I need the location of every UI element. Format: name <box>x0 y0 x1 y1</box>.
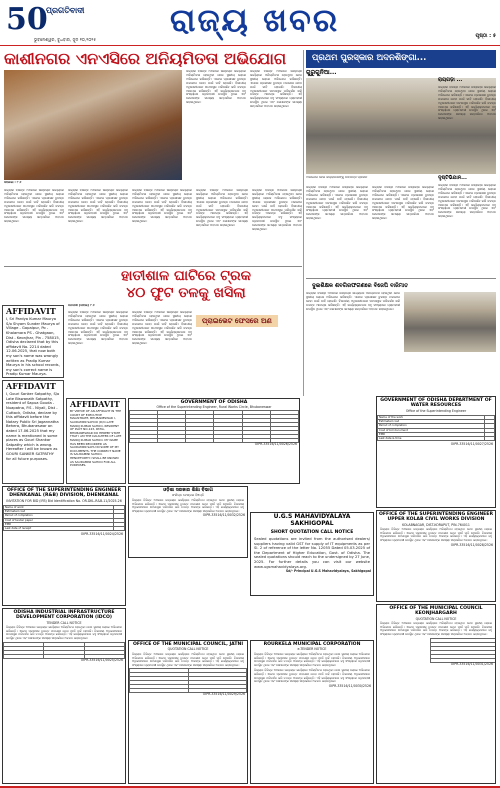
notice-body: ଜିଲ୍ଲାର ବିଭିନ୍ନ ଅଞ୍ଚଳରେ ଉନ୍ନୟନ କାର୍ଯ୍ୟରେ ଅନିୟମିତତା ହେଉଥିବା ନେଇ ସ୍ଥାନୀୟ ଲୋକେ ଅଭିଯୋଗ କରିଛନ୍ତି। ଏନେଇ ପ୍ରଶାସନ ତୁରନ୍ତ ପଦକ୍ଷେପ ନେବା ପାଇଁ ଦାବି ହୋଇଛି। ବିଭାଗୀୟ ଅଧିକାରୀମାନେ ଘଟଣାସ୍ଥଳ ପରିଦର୍ଶନ କରି ତଦନ୍ତ ଆରମ୍ଭ କରିଛନ୍ତି। ଏହି କାର୍ଯ୍ୟକ୍ରମରେ ବହୁ ସଂଖ୍ୟାରେ ଗ୍ରାମବାସୀ ଉପସ୍ଥିତ ଥିଲେ ଏବଂ ସେମାନଙ୍କ ସମସ୍ୟା ସମ୍ପର୍କରେ ଅବଗତ କରାଇଥିଲେ। <box>380 621 492 637</box>
right-banner: ପ୍ରଥମ ପୁରସ୍କାର ଅଦନଶିଙ୍ଗା... <box>306 50 496 68</box>
notice-heading: U.G.S MAHAVIDYALAYA SAKHIGOPAL <box>273 513 351 527</box>
table-cell: Last date & time <box>378 436 485 440</box>
notice-heading: GOVERNMENT OF ODISHA <box>180 400 248 405</box>
logo-number: 50 <box>6 2 48 37</box>
anniversary-logo <box>6 2 48 37</box>
right-text-col4: ଜିଲ୍ଲାର ବିଭିନ୍ନ ଅଞ୍ଚଳରେ ଉନ୍ନୟନ କାର୍ଯ୍ୟରେ ଅନିୟମିତତା ହେଉଥିବା ନେଇ ସ୍ଥାନୀୟ ଲୋକେ ଅଭିଯୋଗ କରିଛନ୍ତି। ଏନେଇ ପ୍ରଶାସନ ତୁରନ୍ତ ପଦକ୍ଷେପ ନେବା ପାଇଁ ଦାବି ହୋଇଛି। ବିଭାଗୀୟ ଅଧିକାରୀମାନେ ଘଟଣାସ୍ଥଳ ପରିଦର୍ଶନ କରି ତଦନ୍ତ ଆରମ୍ଭ କରିଛନ୍ତି। ଏହି କାର୍ଯ୍ୟକ୍ରମରେ ବହୁ ସଂଖ୍ୟାରେ ଗ୍ରାମବାସୀ ଉପସ୍ଥିତ ଥିଲେ ଏବଂ ସେମାନଙ୍କ ସମସ୍ୟା ସମ୍ପର୍କରେ ଅବଗତ କରାଇଥିଲେ। <box>438 184 496 219</box>
lead-text-col6: ଜିଲ୍ଲାର ବିଭିନ୍ନ ଅଞ୍ଚଳରେ ଉନ୍ନୟନ କାର୍ଯ୍ୟରେ ଅନିୟମିତତା ହେଉଥିବା ନେଇ ସ୍ଥାନୀୟ ଲୋକେ ଅଭିଯୋଗ କରିଛନ୍ତି। ଏନେଇ ପ୍ରଶାସନ ତୁରନ୍ତ ପଦକ୍ଷେପ ନେବା ପାଇଁ ଦାବି ହୋଇଛି। ବିଭାଗୀୟ ଅଧିକାରୀମାନେ ଘଟଣାସ୍ଥଳ ପରିଦର୍ଶନ କରି ତଦନ୍ତ ଆରମ୍ଭ କରିଛନ୍ତି। ଏହି କାର୍ଯ୍ୟକ୍ରମରେ ବହୁ ସଂଖ୍ୟାରେ ଗ୍ରାମବାସୀ ଉପସ୍ଥିତ ଥିଲେ ଏବଂ ସେମାନଙ୍କ ସମସ୍ୟା ସମ୍ପର୍କରେ ଅବଗତ କରାଇଥିଲେ। <box>196 189 248 228</box>
notice-subheading: SHORT QUOTATION CALL NOTICE <box>270 529 354 535</box>
ugs-notice <box>250 512 374 596</box>
table-cell: Estimated cost <box>378 420 485 424</box>
lead-text-col4: ଜିଲ୍ଲାର ବିଭିନ୍ନ ଅଞ୍ଚଳରେ ଉନ୍ନୟନ କାର୍ଯ୍ୟରେ ଅନିୟମିତତା ହେଉଥିବା ନେଇ ସ୍ଥାନୀୟ ଲୋକେ ଅଭିଯୋଗ କରିଛନ୍ତି। ଏନେଇ ପ୍ରଶାସନ ତୁରନ୍ତ ପଦକ୍ଷେପ ନେବା ପାଇଁ ଦାବି ହୋଇଛି। ବିଭାଗୀୟ ଅଧିକାରୀମାନେ ଘଟଣାସ୍ଥଳ ପରିଦର୍ଶନ କରି ତଦନ୍ତ ଆରମ୍ଭ କରିଛନ୍ତି। ଏହି କାର୍ଯ୍ୟକ୍ରମରେ ବହୁ ସଂଖ୍ୟାରେ ଗ୍ରାମବାସୀ ଉପସ୍ଥିତ ଥିଲେ ଏବଂ ସେମାନଙ୍କ ସମସ୍ୟା ସମ୍ପର୍କରେ ଅବଗତ କରାଇଥିଲେ। <box>68 189 128 224</box>
event-caption: ଅଭିଯୋଗ ନେଇ ଜିଲ୍ଲାପାଳଙ୍କୁ ଦାବିପତ୍ର ପ୍ରଦାନ <box>306 176 368 179</box>
table-cell: EMD <box>4 522 114 526</box>
notice-subheading: INVITATION FOR BID (IFB) Bid Identification No. OR-DKL-R&B-11/2025-26 <box>6 498 122 503</box>
masthead <box>0 0 500 46</box>
notice-signature: Sd/- Principal U.G.S Mahavidyalaya, Sakhigopal <box>285 569 371 574</box>
notice-subheading: ସଂକ୍ଷିପ୍ତ ଟେଣ୍ଡର ବିଜ୍ଞପ୍ତି <box>171 493 205 498</box>
lead-headline: କାଶୀନଗର ଏନଏସିରେ ଅନିୟମିତତା ଅଭିଯୋଗ <box>4 50 287 68</box>
story2-col2: ଜିଲ୍ଲାର ବିଭିନ୍ନ ଅଞ୍ଚଳରେ ଉନ୍ନୟନ କାର୍ଯ୍ୟରେ ଅନିୟମିତତା ହେଉଥିବା ନେଇ ସ୍ଥାନୀୟ ଲୋକେ ଅଭିଯୋଗ କରିଛନ୍ତି। ଏନେଇ ପ୍ରଶାସନ ତୁରନ୍ତ ପଦକ୍ଷେପ ନେବା ପାଇଁ ଦାବି ହୋଇଛି। ବିଭାଗୀୟ ଅଧିକାରୀମାନେ ଘଟଣାସ୍ଥଳ ପରିଦର୍ଶନ କରି ତଦନ୍ତ ଆରମ୍ଭ କରିଛନ୍ତି। ଏହି କାର୍ଯ୍ୟକ୍ରମରେ ବହୁ ସଂଖ୍ୟାରେ ଗ୍ରାମବାସୀ ଉପସ୍ଥିତ ଥିଲେ ଏବଂ ସେମାନଙ୍କ ସମସ୍ୟା ସମ୍ପର୍କରେ ଅବଗତ କରାଇଥିଲେ। <box>132 311 192 346</box>
jatni-notice <box>128 640 248 784</box>
affidavit-title: AFFIDAVIT <box>6 381 56 391</box>
lead-text-col5: ଜିଲ୍ଲାର ବିଭିନ୍ନ ଅଞ୍ଚଳରେ ଉନ୍ନୟନ କାର୍ଯ୍ୟରେ ଅନିୟମିତତା ହେଉଥିବା ନେଇ ସ୍ଥାନୀୟ ଲୋକେ ଅଭିଯୋଗ କରିଛନ୍ତି। ଏନେଇ ପ୍ରଶାସନ ତୁରନ୍ତ ପଦକ୍ଷେପ ନେବା ପାଇଁ ଦାବି ହୋଇଛି। ବିଭାଗୀୟ ଅଧିକାରୀମାନେ ଘଟଣାସ୍ଥଳ ପରିଦର୍ଶନ କରି ତଦନ୍ତ ଆରମ୍ଭ କରିଛନ୍ତି। ଏହି କାର୍ଯ୍ୟକ୍ରମରେ ବହୁ ସଂଖ୍ୟାରେ ଗ୍ରାମବାସୀ ଉପସ୍ଥିତ ଥିଲେ ଏବଂ ସେମାନଙ୍କ ସମସ୍ୟା ସମ୍ପର୍କରେ ଅବଗତ କରାଇଥିଲେ। <box>132 189 192 224</box>
notice-heading: OFFICE OF THE SUPERINTENDING ENGINEER UPPER KOLAB CIVIL WORKS DIVISION <box>379 512 493 523</box>
notice-body: ଜିଲ୍ଲାର ବିଭିନ୍ନ ଅଞ୍ଚଳରେ ଉନ୍ନୟନ କାର୍ଯ୍ୟରେ ଅନିୟମିତତା ହେଉଥିବା ନେଇ ସ୍ଥାନୀୟ ଲୋକେ ଅଭିଯୋଗ କରିଛନ୍ତି। ଏନେଇ ପ୍ରଶାସନ ତୁରନ୍ତ ପଦକ୍ଷେପ ନେବା ପାଇଁ ଦାବି ହୋଇଛି। ବିଭାଗୀୟ ଅଧିକାରୀମାନେ ଘଟଣାସ୍ଥଳ ପରିଦର୍ଶନ କରି ତଦନ୍ତ ଆରମ୍ଭ କରିଛନ୍ତି। ଏହି କାର୍ଯ୍ୟକ୍ରମରେ ବହୁ ସଂଖ୍ୟାରେ ଗ୍ରାମବାସୀ ଉପସ୍ଥିତ ଥିଲେ ଏବଂ ସେମାନଙ୍କ ସମସ୍ୟା ସମ୍ପର୍କରେ ଅବଗତ କରାଇଥିଲେ। <box>132 497 244 513</box>
kolab-notice <box>376 510 496 602</box>
notice-subheading: Office of the Superintending Engineer, Rural Works Circle, Bhubaneswar <box>156 405 272 410</box>
notice-footer: OIPR-33516/11/0031/2526 <box>450 661 493 666</box>
notice-table <box>430 638 496 663</box>
story2-headline-1: ହାତୀଶାଳ ଘାଟିରେ ଟ୍ରକ <box>121 268 251 284</box>
column-divider <box>303 50 304 396</box>
notice-subheading: e-TENDER NOTICE <box>297 647 327 652</box>
lead-text-col2: ଜିଲ୍ଲାର ବିଭିନ୍ନ ଅଞ୍ଚଳରେ ଉନ୍ନୟନ କାର୍ଯ୍ୟରେ ଅନିୟମିତତା ହେଉଥିବା ନେଇ ସ୍ଥାନୀୟ ଲୋକେ ଅଭିଯୋଗ କରିଛନ୍ତି। ଏନେଇ ପ୍ରଶାସନ ତୁରନ୍ତ ପଦକ୍ଷେପ ନେବା ପାଇଁ ଦାବି ହୋଇଛି। ବିଭାଗୀୟ ଅଧିକାରୀମାନେ ଘଟଣାସ୍ଥଳ ପରିଦର୍ଶନ କରି ତଦନ୍ତ ଆରମ୍ଭ କରିଛନ୍ତି। ଏହି କାର୍ଯ୍ୟକ୍ରମରେ ବହୁ ସଂଖ୍ୟାରେ ଗ୍ରାମବାସୀ ଉପସ୍ଥିତ ଥିଲେ ଏବଂ ସେମାନଙ୍କ ସମସ୍ୟା ସମ୍ପର୍କରେ ଅବଗତ କରାଇଥିଲେ। <box>250 70 302 109</box>
notice-body: ଜିଲ୍ଲାର ବିଭିନ୍ନ ଅଞ୍ଚଳରେ ଉନ୍ନୟନ କାର୍ଯ୍ୟରେ ଅନିୟମିତତା ହେଉଥିବା ନେଇ ସ୍ଥାନୀୟ ଲୋକେ ଅଭିଯୋଗ କରିଛନ୍ତି। ଏନେଇ ପ୍ରଶାସନ ତୁରନ୍ତ ପଦକ୍ଷେପ ନେବା ପାଇଁ ଦାବି ହୋଇଛି। ବିଭାଗୀୟ ଅଧିକାରୀମାନେ ଘଟଣାସ୍ଥଳ ପରିଦର୍ଶନ କରି ତଦନ୍ତ ଆରମ୍ଭ କରିଛନ୍ତି। ଏହି କାର୍ଯ୍ୟକ୍ରମରେ ବହୁ ସଂଖ୍ୟାରେ ଗ୍ରାମବାସୀ ଉପସ୍ଥିତ ଥିଲେ ଏବଂ ସେମାନଙ୍କ ସମସ୍ୟା ସମ୍ପର୍କରେ ଅବଗତ କରାଇଥିଲେ। <box>254 651 370 667</box>
story2-headline-2: ୪୦ ଫୁଟ ତଳକୁ ଖସିଲା <box>126 285 246 301</box>
lead-caption: ଦିହରଭା : ୯ ୬ <box>4 181 22 184</box>
affidavit-3 <box>66 398 126 484</box>
lead-text-col1: ଜିଲ୍ଲାର ବିଭିନ୍ନ ଅଞ୍ଚଳରେ ଉନ୍ନୟନ କାର୍ଯ୍ୟରେ ଅନିୟମିତତା ହେଉଥିବା ନେଇ ସ୍ଥାନୀୟ ଲୋକେ ଅଭିଯୋଗ କରିଛନ୍ତି। ଏନେଇ ପ୍ରଶାସନ ତୁରନ୍ତ ପଦକ୍ଷେପ ନେବା ପାଇଁ ଦାବି ହୋଇଛି। ବିଭାଗୀୟ ଅଧିକାରୀମାନେ ଘଟଣାସ୍ଥଳ ପରିଦର୍ଶନ କରି ତଦନ୍ତ ଆରମ୍ଭ କରିଛନ୍ତି। ଏହି କାର୍ଯ୍ୟକ୍ରମରେ ବହୁ ସଂଖ୍ୟାରେ ଗ୍ରାମବାସୀ ଉପସ୍ଥିତ ଥିଲେ ଏବଂ ସେମାନଙ୍କ ସମସ୍ୟା ସମ୍ପର୍କରେ ଅବଗତ କରାଇଥିଲେ। <box>186 70 246 105</box>
notice-table <box>377 415 495 441</box>
notice-heading: ODISHA INDUSTRIAL INFRASTRUCTURE DEVELOPMENT CORPORATION (IDCO) <box>13 610 115 621</box>
byline-1: ଗୁରୁଗୁନିଆ... <box>306 69 337 76</box>
table-cell: Cost of tender paper <box>4 518 114 522</box>
affidavit-2 <box>2 380 64 484</box>
notice-footer: OIPR-33516/11/0026/2526 <box>254 441 297 446</box>
affidavit-title: AFFIDAVIT <box>6 306 56 316</box>
right-text-col2: ଜିଲ୍ଲାର ବିଭିନ୍ନ ଅଞ୍ଚଳରେ ଉନ୍ନୟନ କାର୍ଯ୍ୟରେ ଅନିୟମିତତା ହେଉଥିବା ନେଇ ସ୍ଥାନୀୟ ଲୋକେ ଅଭିଯୋଗ କରିଛନ୍ତି। ଏନେଇ ପ୍ରଶାସନ ତୁରନ୍ତ ପଦକ୍ଷେପ ନେବା ପାଇଁ ଦାବି ହୋଇଛି। ବିଭାଗୀୟ ଅଧିକାରୀମାନେ ଘଟଣାସ୍ଥଳ ପରିଦର୍ଶନ କରି ତଦନ୍ତ ଆରମ୍ଭ କରିଛନ୍ତି। ଏହି କାର୍ଯ୍ୟକ୍ରମରେ ବହୁ ସଂଖ୍ୟାରେ ଗ୍ରାମବାସୀ ଉପସ୍ଥିତ ଥିଲେ ଏବଂ ସେମାନଙ୍କ ସମସ୍ୟା ସମ୍ପର୍କରେ ଅବଗତ କରାଇଥିଲେ। <box>372 186 434 221</box>
notice-body: Sealed quotations are invited from the authorised dealers/ suppliers having valid GST for supply of IT equipments as per Sl. 2 of reference of the letter No. 12055 Dated 05.03.2025 of the Department of Higher Education, Govt. of Odisha. The sealed quotations should reach to the undersigned by 27 June, 2025. For further details you can visit our website www.ugsmahavidyalaya.org. <box>254 536 371 569</box>
affidavit-1 <box>2 305 64 378</box>
notice-heading: OFFICE OF THE MUNICIPAL COUNCIL, JATNI <box>132 642 244 647</box>
notice-body: ଜିଲ୍ଲାର ବିଭିନ୍ନ ଅଞ୍ଚଳରେ ଉନ୍ନୟନ କାର୍ଯ୍ୟରେ ଅନିୟମିତତା ହେଉଥିବା ନେଇ ସ୍ଥାନୀୟ ଲୋକେ ଅଭିଯୋଗ କରିଛନ୍ତି। ଏନେଇ ପ୍ରଶାସନ ତୁରନ୍ତ ପଦକ୍ଷେପ ନେବା ପାଇଁ ଦାବି ହୋଇଛି। ବିଭାଗୀୟ ଅଧିକାରୀମାନେ ଘଟଣାସ୍ଥଳ ପରିଦର୍ଶନ କରି ତଦନ୍ତ ଆରମ୍ଭ କରିଛନ୍ତି। ଏହି କାର୍ଯ୍ୟକ୍ରମରେ ବହୁ ସଂଖ୍ୟାରେ ଗ୍ରାମବାସୀ ଉପସ୍ଥିତ ଥିଲେ ଏବଂ ସେମାନଙ୍କ ସମସ୍ୟା ସମ୍ପର୍କରେ ଅବଗତ କରାଇଥିଲେ। <box>132 651 244 667</box>
notice-footer: OIPR-33516/11/0024/2526 <box>80 531 123 536</box>
notice-subheading: TENDER CALL NOTICE <box>46 620 82 625</box>
notice-table <box>129 668 247 693</box>
section-divider <box>4 266 302 267</box>
notice-table <box>129 410 299 443</box>
story2-subhead: ପ୍ରାଇଭେଟ ଫେସରେ ଅଣ <box>196 315 278 327</box>
works-notice <box>376 396 496 508</box>
section-divider <box>306 278 496 279</box>
table-cell: Period of completion <box>4 514 114 518</box>
notice-heading: ROURKELA MUNICIPAL CORPORATION <box>263 642 361 647</box>
notice-subheading: QUOTATION CALL NOTICE <box>167 647 209 652</box>
story2-col1: ଜିଲ୍ଲାର ବିଭିନ୍ନ ଅଞ୍ଚଳରେ ଉନ୍ନୟନ କାର୍ଯ୍ୟରେ ଅନିୟମିତତା ହେଉଥିବା ନେଇ ସ୍ଥାନୀୟ ଲୋକେ ଅଭିଯୋଗ କରିଛନ୍ତି। ଏନେଇ ପ୍ରଶାସନ ତୁରନ୍ତ ପଦକ୍ଷେପ ନେବା ପାଇଁ ଦାବି ହୋଇଛି। ବିଭାଗୀୟ ଅଧିକାରୀମାନେ ଘଟଣାସ୍ଥଳ ପରିଦର୍ଶନ କରି ତଦନ୍ତ ଆରମ୍ଭ କରିଛନ୍ତି। ଏହି କାର୍ଯ୍ୟକ୍ରମରେ ବହୁ ସଂଖ୍ୟାରେ ଗ୍ରାମବାସୀ ଉପସ୍ଥିତ ଥିଲେ ଏବଂ ସେମାନଙ୍କ ସମସ୍ୟା ସମ୍ପର୍କରେ ଅବଗତ କରାଇଥିଲେ। <box>68 311 128 346</box>
table-cell: Name of work <box>4 506 114 510</box>
byline-2: ରାୟଗଡ଼ା ... <box>438 77 463 83</box>
keonjhar-notice <box>376 604 496 784</box>
notice-body-2: ଜିଲ୍ଲାର ବିଭିନ୍ନ ଅଞ୍ଚଳରେ ଉନ୍ନୟନ କାର୍ଯ୍ୟରେ ଅନିୟମିତତା ହେଉଥିବା ନେଇ ସ୍ଥାନୀୟ ଲୋକେ ଅଭିଯୋଗ କରିଛନ୍ତି। ଏନେଇ ପ୍ରଶାସନ ତୁରନ୍ତ ପଦକ୍ଷେପ ନେବା ପାଇଁ ଦାବି ହୋଇଛି। ବିଭାଗୀୟ ଅଧିକାରୀମାନେ ଘଟଣାସ୍ଥଳ ପରିଦର୍ଶନ କରି ତଦନ୍ତ ଆରମ୍ଭ କରିଛନ୍ତି। ଏହି କାର୍ଯ୍ୟକ୍ରମରେ ବହୁ ସଂଖ୍ୟାରେ ଗ୍ରାମବାସୀ ଉପସ୍ଥିତ ଥିଲେ ଏବଂ ସେମାନଙ୍କ ସମସ୍ୟା ସମ୍ପର୍କରେ ଅବଗତ କରାଇଥିଲେ। <box>254 668 370 684</box>
table-cell: Period of completion <box>378 424 485 428</box>
story3-col1: ଜିଲ୍ଲାର ବିଭିନ୍ନ ଅଞ୍ଚଳରେ ଉନ୍ନୟନ କାର୍ଯ୍ୟରେ ଅନିୟମିତତା ହେଉଥିବା ନେଇ ସ୍ଥାନୀୟ ଲୋକେ ଅଭିଯୋଗ କରିଛନ୍ତି। ଏନେଇ ପ୍ରଶାସନ ତୁରନ୍ତ ପଦକ୍ଷେପ ନେବା ପାଇଁ ଦାବି ହୋଇଛି। ବିଭାଗୀୟ ଅଧିକାରୀମାନେ ଘଟଣାସ୍ଥଳ ପରିଦର୍ଶନ କରି ତଦନ୍ତ ଆରମ୍ଭ କରିଛନ୍ତି। ଏହି କାର୍ଯ୍ୟକ୍ରମରେ ବହୁ ସଂଖ୍ୟାରେ ଗ୍ରାମବାସୀ ଉପସ୍ଥିତ ଥିଲେ ଏବଂ ସେମାନଙ୍କ ସମସ୍ୟା ସମ୍ପର୍କରେ ଅବଗତ କରାଇଥିଲେ। <box>306 292 400 311</box>
lead-text-col7: ଜିଲ୍ଲାର ବିଭିନ୍ନ ଅଞ୍ଚଳରେ ଉନ୍ନୟନ କାର୍ଯ୍ୟରେ ଅନିୟମିତତା ହେଉଥିବା ନେଇ ସ୍ଥାନୀୟ ଲୋକେ ଅଭିଯୋଗ କରିଛନ୍ତି। ଏନେଇ ପ୍ରଶାସନ ତୁରନ୍ତ ପଦକ୍ଷେପ ନେବା ପାଇଁ ଦାବି ହୋଇଛି। ବିଭାଗୀୟ ଅଧିକାରୀମାନେ ଘଟଣାସ୍ଥଳ ପରିଦର୍ଶନ କରି ତଦନ୍ତ ଆରମ୍ଭ କରିଛନ୍ତି। ଏହି କାର୍ଯ୍ୟକ୍ରମରେ ବହୁ ସଂଖ୍ୟାରେ ଗ୍ରାମବାସୀ ଉପସ୍ଥିତ ଥିଲେ ଏବଂ ସେମାନଙ୍କ ସମସ୍ୟା ସମ୍ପର୍କରେ ଅବଗତ କରାଇଥିଲେ। <box>252 189 302 232</box>
notice-footer: OIPR-33516/11/0032/2526 <box>202 513 245 518</box>
notice-table <box>3 505 125 531</box>
table-cell: Cost of bid document <box>378 428 485 432</box>
notice-subheading: QUOTATION CALL NOTICE <box>415 616 457 621</box>
dhenkanal-notice <box>2 486 126 606</box>
notice-heading: OFFICE OF THE MUNICIPAL COUNCIL KEONJHARGARH <box>389 606 483 617</box>
notice-footer: OIPR-33516/11/0029/2526 <box>202 692 245 697</box>
notice-footer: OIPR-33516/11/0028/2526 <box>450 542 493 547</box>
lead-photo <box>4 70 182 180</box>
table-cell: Estimated cost <box>4 510 114 514</box>
notice-footer: OIPR-33516/11/0027/2526 <box>450 441 493 446</box>
table-cell: Last date of receipt <box>4 526 114 530</box>
notice-footer: OIPR-33516/11/0025/2526 <box>80 657 123 662</box>
rourkela-notice <box>250 640 374 784</box>
lead-text-col3: ଜିଲ୍ଲାର ବିଭିନ୍ନ ଅଞ୍ଚଳରେ ଉନ୍ନୟନ କାର୍ଯ୍ୟରେ ଅନିୟମିତତା ହେଉଥିବା ନେଇ ସ୍ଥାନୀୟ ଲୋକେ ଅଭିଯୋଗ କରିଛନ୍ତି। ଏନେଇ ପ୍ରଶାସନ ତୁରନ୍ତ ପଦକ୍ଷେପ ନେବା ପାଇଁ ଦାବି ହୋଇଛି। ବିଭାଗୀୟ ଅଧିକାରୀମାନେ ଘଟଣାସ୍ଥଳ ପରିଦର୍ଶନ କରି ତଦନ୍ତ ଆରମ୍ଭ କରିଛନ୍ତି। ଏହି କାର୍ଯ୍ୟକ୍ରମରେ ବହୁ ସଂଖ୍ୟାରେ ଗ୍ରାମବାସୀ ଉପସ୍ଥିତ ଥିଲେ ଏବଂ ସେମାନଙ୍କ ସମସ୍ୟା ସମ୍ପର୍କରେ ଅବଗତ କରାଇଥିଲେ। <box>4 189 64 224</box>
story3-headline: ଦୁଇଶିକ୍ଷକ ଶବଗିରଫଗଣରେ ବିଜେପି ବାଜିମାତ <box>306 281 414 291</box>
odia-tender-notice <box>128 486 248 558</box>
idco-notice <box>2 608 126 784</box>
notice-table <box>3 642 125 659</box>
table-cell: Name of the work <box>378 416 485 420</box>
right-text-col1: ଜିଲ୍ଲାର ବିଭିନ୍ନ ଅଞ୍ଚଳରେ ଉନ୍ନୟନ କାର୍ଯ୍ୟରେ ଅନିୟମିତତା ହେଉଥିବା ନେଇ ସ୍ଥାନୀୟ ଲୋକେ ଅଭିଯୋଗ କରିଛନ୍ତି। ଏନେଇ ପ୍ରଶାସନ ତୁରନ୍ତ ପଦକ୍ଷେପ ନେବା ପାଇଁ ଦାବି ହୋଇଛି। ବିଭାଗୀୟ ଅଧିକାରୀମାନେ ଘଟଣାସ୍ଥଳ ପରିଦର୍ଶନ କରି ତଦନ୍ତ ଆରମ୍ଭ କରିଛନ୍ତି। ଏହି କାର୍ଯ୍ୟକ୍ରମରେ ବହୁ ସଂଖ୍ୟାରେ ଗ୍ରାମବାସୀ ଉପସ୍ଥିତ ଥିଲେ ଏବଂ ସେମାନଙ୍କ ସମସ୍ୟା ସମ୍ପର୍କରେ ଅବଗତ କରାଇଥିଲେ। <box>306 186 368 221</box>
notice-subheading: Office of the Superintending Engineer <box>405 408 467 413</box>
notice-footer: OIPR-33516/11/0030/2526 <box>328 683 371 688</box>
page-number: ପୃଷ୍ଠା : ୫ <box>475 33 496 39</box>
notice-heading: ଓଡ଼ିଶା ସରକାର ଶିକ୍ଷା ବିଭାଗ <box>163 488 213 493</box>
govt-notice <box>128 398 300 484</box>
byline-3: ଦୃଷ୍ଟିଭିଯାନ... <box>438 175 467 181</box>
notice-subheading: KOLABNAGAR, DIST-KORAPUT, PIN-764011 <box>402 522 470 527</box>
notice-heading: OFFICE OF THE SUPERINTENDING ENGINEER DHENKANAL (R&B) DIVISION, DHENKANAL <box>7 488 121 499</box>
story3-photo <box>404 292 496 352</box>
affidavit-title: AFFIDAVIT <box>70 399 120 409</box>
notice-body: ଜିଲ୍ଲାର ବିଭିନ୍ନ ଅଞ୍ଚଳରେ ଉନ୍ନୟନ କାର୍ଯ୍ୟରେ ଅନିୟମିତତା ହେଉଥିବା ନେଇ ସ୍ଥାନୀୟ ଲୋକେ ଅଭିଯୋଗ କରିଛନ୍ତି। ଏନେଇ ପ୍ରଶାସନ ତୁରନ୍ତ ପଦକ୍ଷେପ ନେବା ପାଇଁ ଦାବି ହୋଇଛି। ବିଭାଗୀୟ ଅଧିକାରୀମାନେ ଘଟଣାସ୍ଥଳ ପରିଦର୍ଶନ କରି ତଦନ୍ତ ଆରମ୍ଭ କରିଛନ୍ତି। ଏହି କାର୍ଯ୍ୟକ୍ରମରେ ବହୁ ସଂଖ୍ୟାରେ ଗ୍ରାମବାସୀ ଉପସ୍ଥିତ ଥିଲେ ଏବଂ ସେମାନଙ୍କ ସମସ୍ୟା ସମ୍ପର୍କରେ ଅବଗତ କରାଇଥିଲେ। <box>6 625 122 641</box>
newspaper-brand: ପ୍ରଗତିବାଦୀ <box>46 6 85 15</box>
story2-byline: ବନବାସୀ (ବାହିଳା) ୯ ୬ <box>68 304 95 307</box>
right-text-col3: ଜିଲ୍ଲାର ବିଭିନ୍ନ ଅଞ୍ଚଳରେ ଉନ୍ନୟନ କାର୍ଯ୍ୟରେ ଅନିୟମିତତା ହେଉଥିବା ନେଇ ସ୍ଥାନୀୟ ଲୋକେ ଅଭିଯୋଗ କରିଛନ୍ତି। ଏନେଇ ପ୍ରଶାସନ ତୁରନ୍ତ ପଦକ୍ଷେପ ନେବା ପାଇଁ ଦାବି ହୋଇଛି। ବିଭାଗୀୟ ଅଧିକାରୀମାନେ ଘଟଣାସ୍ଥଳ ପରିଦର୍ଶନ କରି ତଦନ୍ତ ଆରମ୍ଭ କରିଛନ୍ତି। ଏହି କାର୍ଯ୍ୟକ୍ରମରେ ବହୁ ସଂଖ୍ୟାରେ ଗ୍ରାମବାସୀ ଉପସ୍ଥିତ ଥିଲେ ଏବଂ ସେମାନଙ୍କ ସମସ୍ୟା ସମ୍ପର୍କରେ ଅବଗତ କରାଇଥିଲେ। <box>438 86 496 121</box>
edition-line: ଭୁବନେଶ୍ୱର, ବୁଧବାର, ଜୁନ ୧୦,୨୦୨୫ <box>34 37 97 42</box>
affidavit-text: BY VIRTUE OF AN AFFIDAVIT IN THE COURT OF EXECUTIVE MAGISTRATE, BHUBANESWAR I, SAUDAMINI SAHOO (D/O-LATE MANOJ KUMAR SAHOO, RESIDENT OF PLOT NO-123, PATIA, BHUBANESWAR DO HEREBY STATE THAT I AM THE DAUGHTER OF LATE MANOJ KUMAR SAHOO. MY NAME HAS BEEN RECORDED AS SAUDAMINI SAHU IN SOME OF MY DOCUMENTS. THE CORRECT NAME IS SAUDAMINI SAHOO. HENCEFORTH I SHALL BE KNOWN AS SAUDAMINI SAHOO FOR ALL PURPOSES. <box>70 409 122 468</box>
table-cell: EMD <box>378 432 485 436</box>
section-title: ରାଜ୍ୟ ଖବର <box>170 1 340 39</box>
affidavit-text: I, Gouri Sanker Satpathy, S/o Late Biswanath Satpathy, resident of Sapua Gouda - Nuapatna, P.S - Niyali, Dist - Cuttack, Odisha, declare by this affidavit before the Notary Public Sri Jagannatha Behera, Bhubaneswar on dated 17.06.2025 that my name is mentioned in some places as Gouri Shankar Satpathy which is wrong. Hereafter I will be known as GOURI SANKER SATPATHY for all future purposes. <box>6 392 60 461</box>
notice-heading: GOVERNMENT OF ODISHA DEPARTMENT OF WATER RESOURCES <box>380 398 492 409</box>
affidavit-text: I, Sri Pardya Kumar Maurya S/o Shyam Sunder Maurya of Village - Gopalpur, Po - Khalamara PS - Ghatgaon, Dist - Keonjhar, Pin - 758015, Odisha declared that by this affidavit No. 2214 dated 12.06.2025, that now both my son's name was wrongly written as Pradip Kumar Maurya in his school records, my son's correct name is Pradip Kumar Maurya. <box>6 317 60 377</box>
notice-body: ଜିଲ୍ଲାର ବିଭିନ୍ନ ଅଞ୍ଚଳରେ ଉନ୍ନୟନ କାର୍ଯ୍ୟରେ ଅନିୟମିତତା ହେଉଥିବା ନେଇ ସ୍ଥାନୀୟ ଲୋକେ ଅଭିଯୋଗ କରିଛନ୍ତି। ଏନେଇ ପ୍ରଶାସନ ତୁରନ୍ତ ପଦକ୍ଷେପ ନେବା ପାଇଁ ଦାବି ହୋଇଛି। ବିଭାଗୀୟ ଅଧିକାରୀମାନେ ଘଟଣାସ୍ଥଳ ପରିଦର୍ଶନ କରି ତଦନ୍ତ ଆରମ୍ଭ କରିଛନ୍ତି। ଏହି କାର୍ଯ୍ୟକ୍ରମରେ ବହୁ ସଂଖ୍ୟାରେ ଗ୍ରାମବାସୀ ଉପସ୍ଥିତ ଥିଲେ ଏବଂ ସେମାନଙ୍କ ସମସ୍ୟା ସମ୍ପର୍କରେ ଅବଗତ କରାଇଥିଲେ। <box>380 527 492 543</box>
